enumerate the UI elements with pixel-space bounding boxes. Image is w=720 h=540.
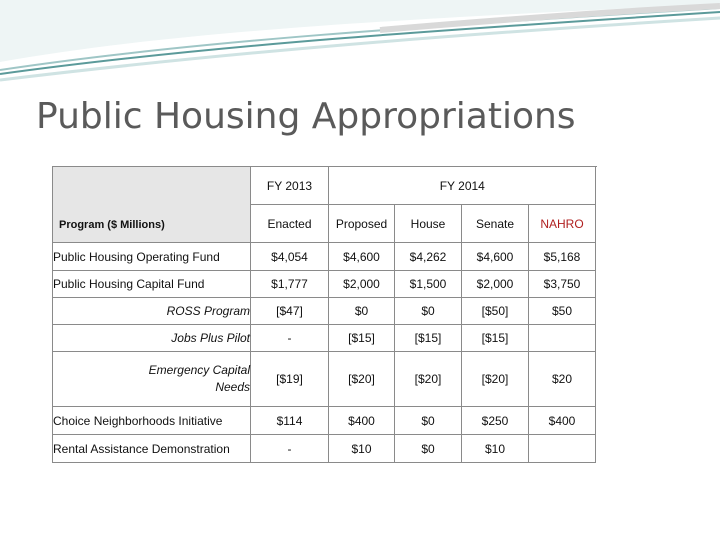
table-row [53, 435, 596, 463]
value-house: $0 [395, 435, 462, 463]
value-senate: $250 [462, 407, 529, 435]
value-senate: [$20] [462, 352, 529, 407]
program-name: Public Housing Operating Fund [53, 243, 251, 271]
value-house: $0 [395, 407, 462, 435]
table-row [53, 298, 596, 325]
program-name: Jobs Plus Pilot [53, 325, 251, 352]
table-row [53, 325, 596, 352]
value-proposed: $400 [329, 407, 395, 435]
value-senate: $4,600 [462, 243, 529, 271]
value-enacted: [$19] [251, 352, 329, 407]
table-row [53, 243, 596, 271]
value-enacted: $114 [251, 407, 329, 435]
column-header-nahro: NAHRO [529, 205, 596, 243]
value-nahro [529, 435, 596, 463]
value-nahro: $20 [529, 352, 596, 407]
slide-title: Public Housing Appropriations [36, 96, 576, 137]
value-house: $4,262 [395, 243, 462, 271]
value-enacted: $1,777 [251, 271, 329, 298]
value-house: $0 [395, 298, 462, 325]
table-row [53, 271, 596, 298]
value-enacted: $4,054 [251, 243, 329, 271]
value-proposed: $10 [329, 435, 395, 463]
fy2013-header: FY 2013 [251, 167, 329, 205]
value-senate: [$15] [462, 325, 529, 352]
program-name: Rental Assistance Demonstration [53, 435, 251, 463]
column-header-proposed: Proposed [329, 205, 395, 243]
value-house: $1,500 [395, 271, 462, 298]
value-proposed: $2,000 [329, 271, 395, 298]
column-header-house: House [395, 205, 462, 243]
value-senate: $10 [462, 435, 529, 463]
fy2014-header: FY 2014 [329, 167, 596, 205]
value-senate: $2,000 [462, 271, 529, 298]
value-nahro [529, 325, 596, 352]
value-enacted: [$47] [251, 298, 329, 325]
program-column-label: Program ($ Millions) [59, 218, 165, 231]
corner-header-cell [53, 167, 251, 243]
program-name: ROSS Program [53, 298, 251, 325]
column-header-senate: Senate [462, 205, 529, 243]
value-enacted: - [251, 435, 329, 463]
program-name: Choice Neighborhoods Initiative [53, 407, 251, 435]
value-nahro: $50 [529, 298, 596, 325]
value-proposed: [$15] [329, 325, 395, 352]
decorative-swoosh [0, 0, 720, 90]
table-row [53, 407, 596, 435]
value-house: [$15] [395, 325, 462, 352]
program-name [53, 352, 251, 407]
value-house: [$20] [395, 352, 462, 407]
value-proposed: [$20] [329, 352, 395, 407]
header-row-fiscal-years [53, 167, 596, 205]
table-row [53, 352, 596, 407]
column-header-enacted: Enacted [251, 205, 329, 243]
value-nahro: $3,750 [529, 271, 596, 298]
value-proposed: $0 [329, 298, 395, 325]
value-nahro: $400 [529, 407, 596, 435]
value-senate: [$50] [462, 298, 529, 325]
program-name: Public Housing Capital Fund [53, 271, 251, 298]
value-enacted: - [251, 325, 329, 352]
value-proposed: $4,600 [329, 243, 395, 271]
appropriations-table [52, 166, 596, 463]
program-name-text: Emergency Capital Needs [148, 363, 250, 394]
value-nahro: $5,168 [529, 243, 596, 271]
